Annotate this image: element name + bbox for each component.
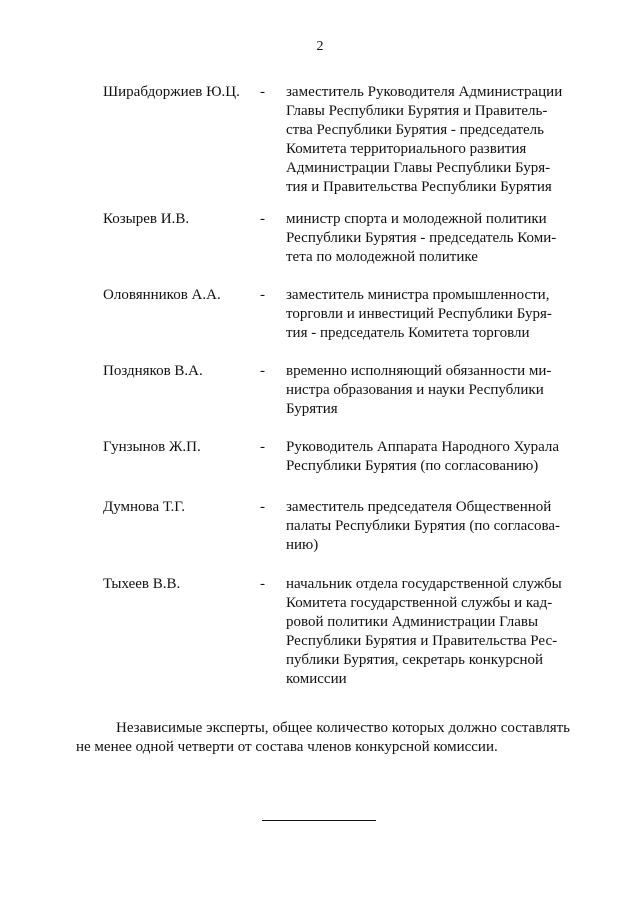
member-dash: - [260,363,265,379]
role-line: Комитета территориального развития [286,141,527,157]
member-dash: - [260,84,265,100]
end-rule [262,820,376,821]
member-dash: - [260,287,265,303]
role-line: торговли и инвестиций Республики Буря- [286,306,552,322]
member-name: Оловянников А.А. [103,287,221,303]
member-role [286,498,569,555]
role-line: Республики Бурятия (по согласованию) [286,458,539,474]
member-role [286,575,569,689]
member-dash: - [260,439,265,455]
member-dash: - [260,211,265,227]
member-name: Думнова Т.Г. [103,499,185,515]
member-role [286,83,569,197]
member-role [286,210,569,267]
role-line: тета по молодежной политике [286,249,478,265]
role-line: публики Бурятия, секретарь конкурсной [286,652,544,668]
role-line: нию) [286,537,319,553]
member-dash: - [260,499,265,515]
role-line: тия и Правительства Республики Бурятия [286,179,552,195]
role-line: Республики Бурятия - председатель Коми- [286,230,557,246]
role-line: заместитель министра промышленности, [286,287,550,303]
role-line: начальник отдела государственной службы [286,576,562,592]
role-line: Республики Бурятия и Правительства Рес- [286,633,558,649]
role-line: временно исполняющий обязанности ми- [286,363,552,379]
member-role [286,438,569,476]
role-line: Главы Республики Бурятия и Правитель- [286,103,548,119]
role-line: палаты Республики Бурятия (по согласова- [286,518,560,534]
member-name: Поздняков В.А. [103,363,203,379]
page-number: 2 [316,39,324,54]
member-name: Гунзынов Ж.П. [103,439,201,455]
member-name: Ширабдоржиев Ю.Ц. [103,84,240,100]
role-line: ства Республики Бурятия - председатель [286,122,544,138]
member-name: Козырев И.В. [103,211,190,227]
role-line: заместитель председателя Общественной [286,499,552,515]
role-line: Комитета государственной службы и кад- [286,595,553,611]
role-line: заместитель Руководителя Администрации [286,84,563,100]
role-line: министр спорта и молодежной политики [286,211,547,227]
member-dash: - [260,576,265,592]
role-line: Руководитель Аппарата Народного Хурала [286,439,560,455]
member-name: Тыхеев В.В. [103,576,181,592]
role-line: Администрации Главы Республики Буря- [286,160,551,176]
role-line: ровой политики Администрации Главы [286,614,539,630]
role-line: нистра образования и науки Республики [286,382,544,398]
role-line: комиссии [286,671,347,687]
role-line: тия - председатель Комитета торговли [286,325,530,341]
role-line: Бурятия [286,401,338,417]
member-role [286,362,569,419]
member-role [286,286,569,343]
closing-paragraph: Независимые эксперты, общее количество которых должно составлять не менее одной четверти от состава членов конкурсной комиссии. [76,720,570,755]
